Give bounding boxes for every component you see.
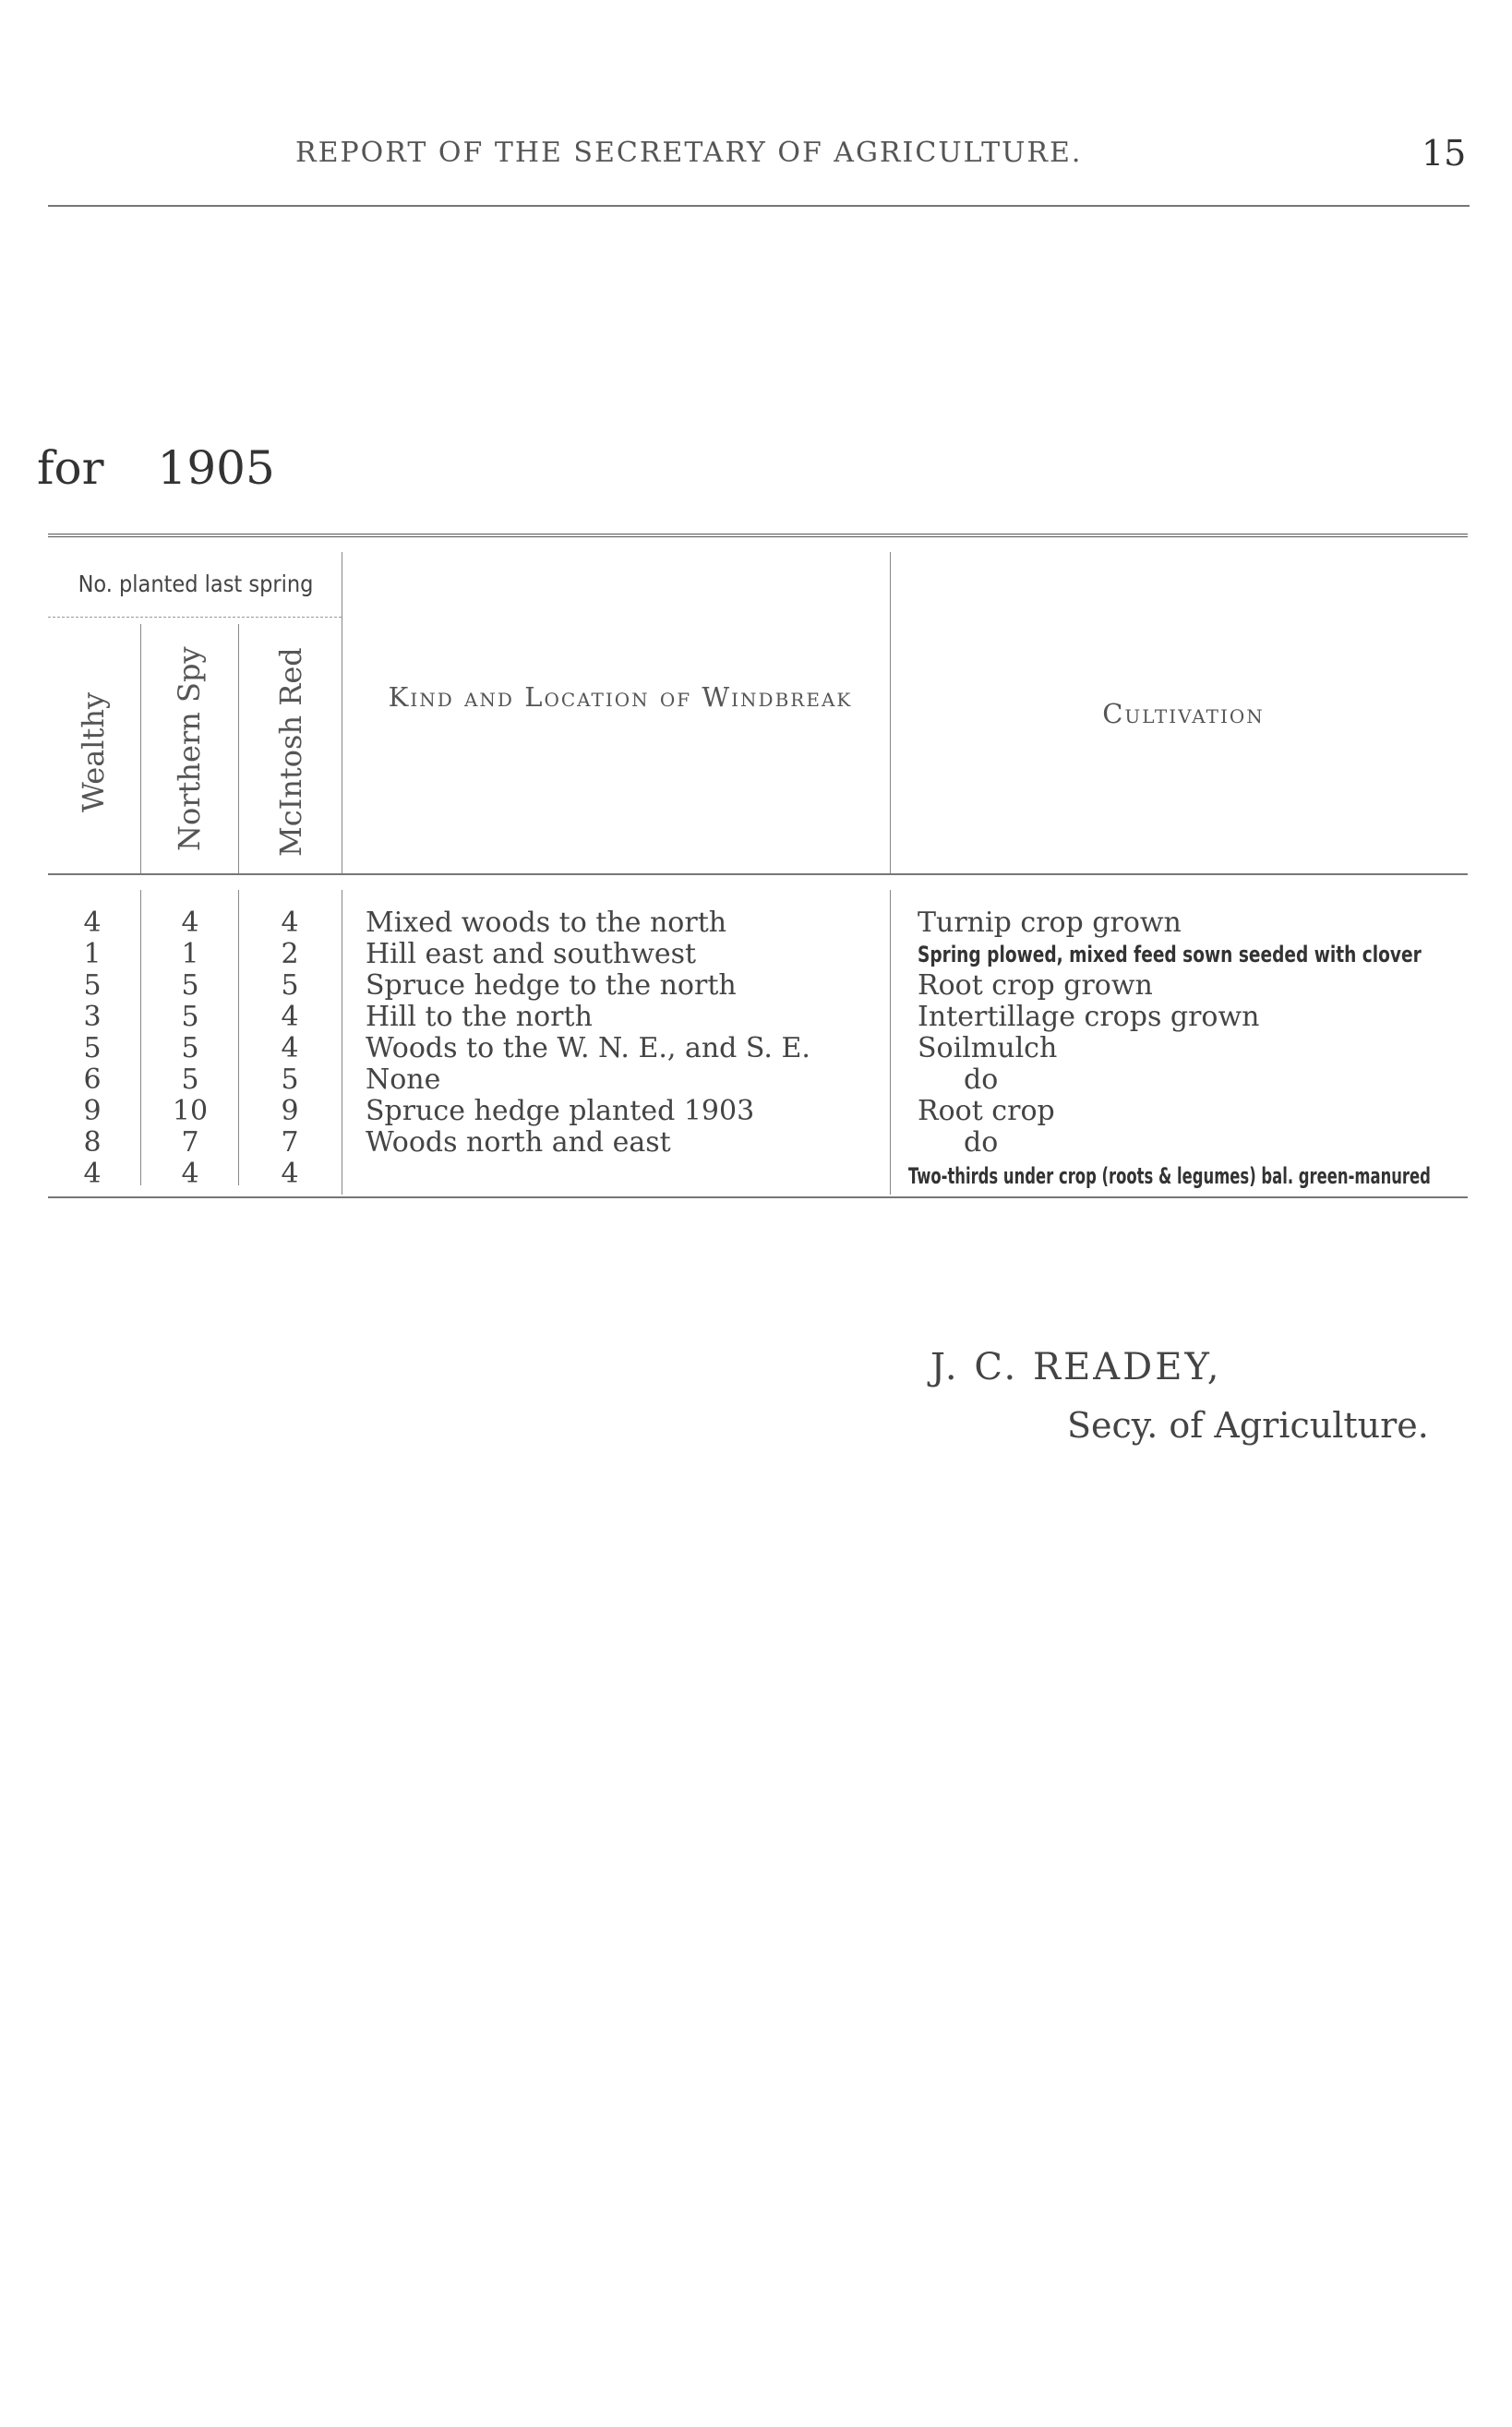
col-divider	[238, 624, 239, 873]
cell-windbreak: Hill to the north	[366, 1001, 593, 1033]
cell-mcintosh-red: 5	[281, 1063, 299, 1096]
cell-mcintosh-red: 7	[281, 1126, 299, 1159]
year-title-year: 1905	[157, 441, 275, 495]
cell-windbreak: None	[366, 1063, 441, 1096]
cell-northern-spy: 10	[172, 1095, 209, 1127]
cell-mcintosh-red: 4	[281, 907, 299, 939]
col-divider	[890, 890, 891, 1195]
cell-cultivation: do	[964, 1126, 999, 1159]
cell-wealthy: 3	[83, 1001, 102, 1033]
cell-windbreak: Hill east and southwest	[366, 938, 697, 970]
cell-wealthy: 9	[83, 1095, 102, 1127]
year-title	[37, 441, 275, 495]
cell-mcintosh-red: 4	[281, 1001, 299, 1033]
cell-mcintosh-red: 4	[281, 1032, 299, 1064]
table-bottom-rule	[48, 1196, 1468, 1198]
cell-mcintosh-red: 2	[281, 938, 299, 970]
cell-northern-spy: 7	[181, 1126, 199, 1159]
cell-windbreak: Spruce hedge to the north	[366, 969, 737, 1002]
cell-cultivation: Root crop grown	[918, 969, 1153, 1002]
cell-windbreak: Mixed woods to the north	[366, 907, 727, 939]
cell-windbreak: Spruce hedge planted 1903	[366, 1095, 755, 1127]
cell-northern-spy: 5	[181, 1001, 199, 1033]
cell-wealthy: 6	[83, 1063, 102, 1096]
cell-cultivation: Root crop	[918, 1095, 1055, 1127]
cell-windbreak: Woods to the W. N. E., and S. E.	[366, 1032, 810, 1064]
group-header: No. planted last spring	[78, 571, 314, 597]
cell-mcintosh-red: 4	[281, 1158, 299, 1190]
cell-mcintosh-red: 5	[281, 969, 299, 1002]
cell-northern-spy: 1	[181, 938, 199, 970]
col-divider	[238, 890, 239, 1185]
cell-cultivation: Spring plowed, mixed feed sown seeded with clover	[918, 942, 1422, 967]
cell-northern-spy: 4	[181, 1158, 199, 1190]
group-header-rule	[48, 617, 342, 618]
running-head: REPORT OF THE SECRETARY OF AGRICULTURE.	[295, 137, 1083, 169]
col-head-windbreak: Kind and Location of Windbreak	[388, 681, 853, 713]
col-divider	[140, 624, 141, 873]
cell-wealthy: 5	[83, 969, 102, 1002]
cell-cultivation: do	[964, 1063, 999, 1096]
table-header-rule	[48, 873, 1468, 875]
col-head-wealthy: Wealthy	[76, 691, 111, 812]
cell-cultivation: Turnip crop grown	[918, 907, 1182, 939]
cell-northern-spy: 5	[181, 969, 199, 1002]
header-rule	[48, 205, 1470, 207]
col-divider	[890, 552, 891, 873]
cell-cultivation: Two-thirds under crop (roots & legumes) bal. green-manured	[908, 1163, 1431, 1189]
col-head-northern-spy: Northern Spy	[172, 646, 207, 851]
cell-mcintosh-red: 9	[281, 1095, 299, 1127]
cell-northern-spy: 5	[181, 1063, 199, 1096]
cell-wealthy: 5	[83, 1032, 102, 1064]
signature-title: Secy. of Agriculture.	[1067, 1405, 1429, 1446]
cell-cultivation: Intertillage crops grown	[918, 1001, 1260, 1033]
table-top-rule	[48, 534, 1468, 541]
col-divider	[140, 890, 141, 1185]
col-head-cultivation: Cultivation	[1102, 698, 1265, 729]
col-head-mcintosh-red: McIntosh Red	[273, 647, 308, 857]
cell-wealthy: 4	[83, 907, 102, 939]
cell-northern-spy: 4	[181, 907, 199, 939]
year-title-prefix: for	[37, 441, 104, 495]
cell-windbreak: Woods north and east	[366, 1126, 671, 1159]
windbreak-table	[48, 534, 1468, 1198]
cell-wealthy: 8	[83, 1126, 102, 1159]
cell-wealthy: 1	[83, 938, 102, 970]
cell-wealthy: 4	[83, 1158, 102, 1190]
page-number: 15	[1422, 133, 1467, 174]
signature-name: J. C. READEY,	[930, 1346, 1222, 1388]
cell-cultivation: Soilmulch	[918, 1032, 1058, 1064]
cell-northern-spy: 5	[181, 1032, 199, 1064]
